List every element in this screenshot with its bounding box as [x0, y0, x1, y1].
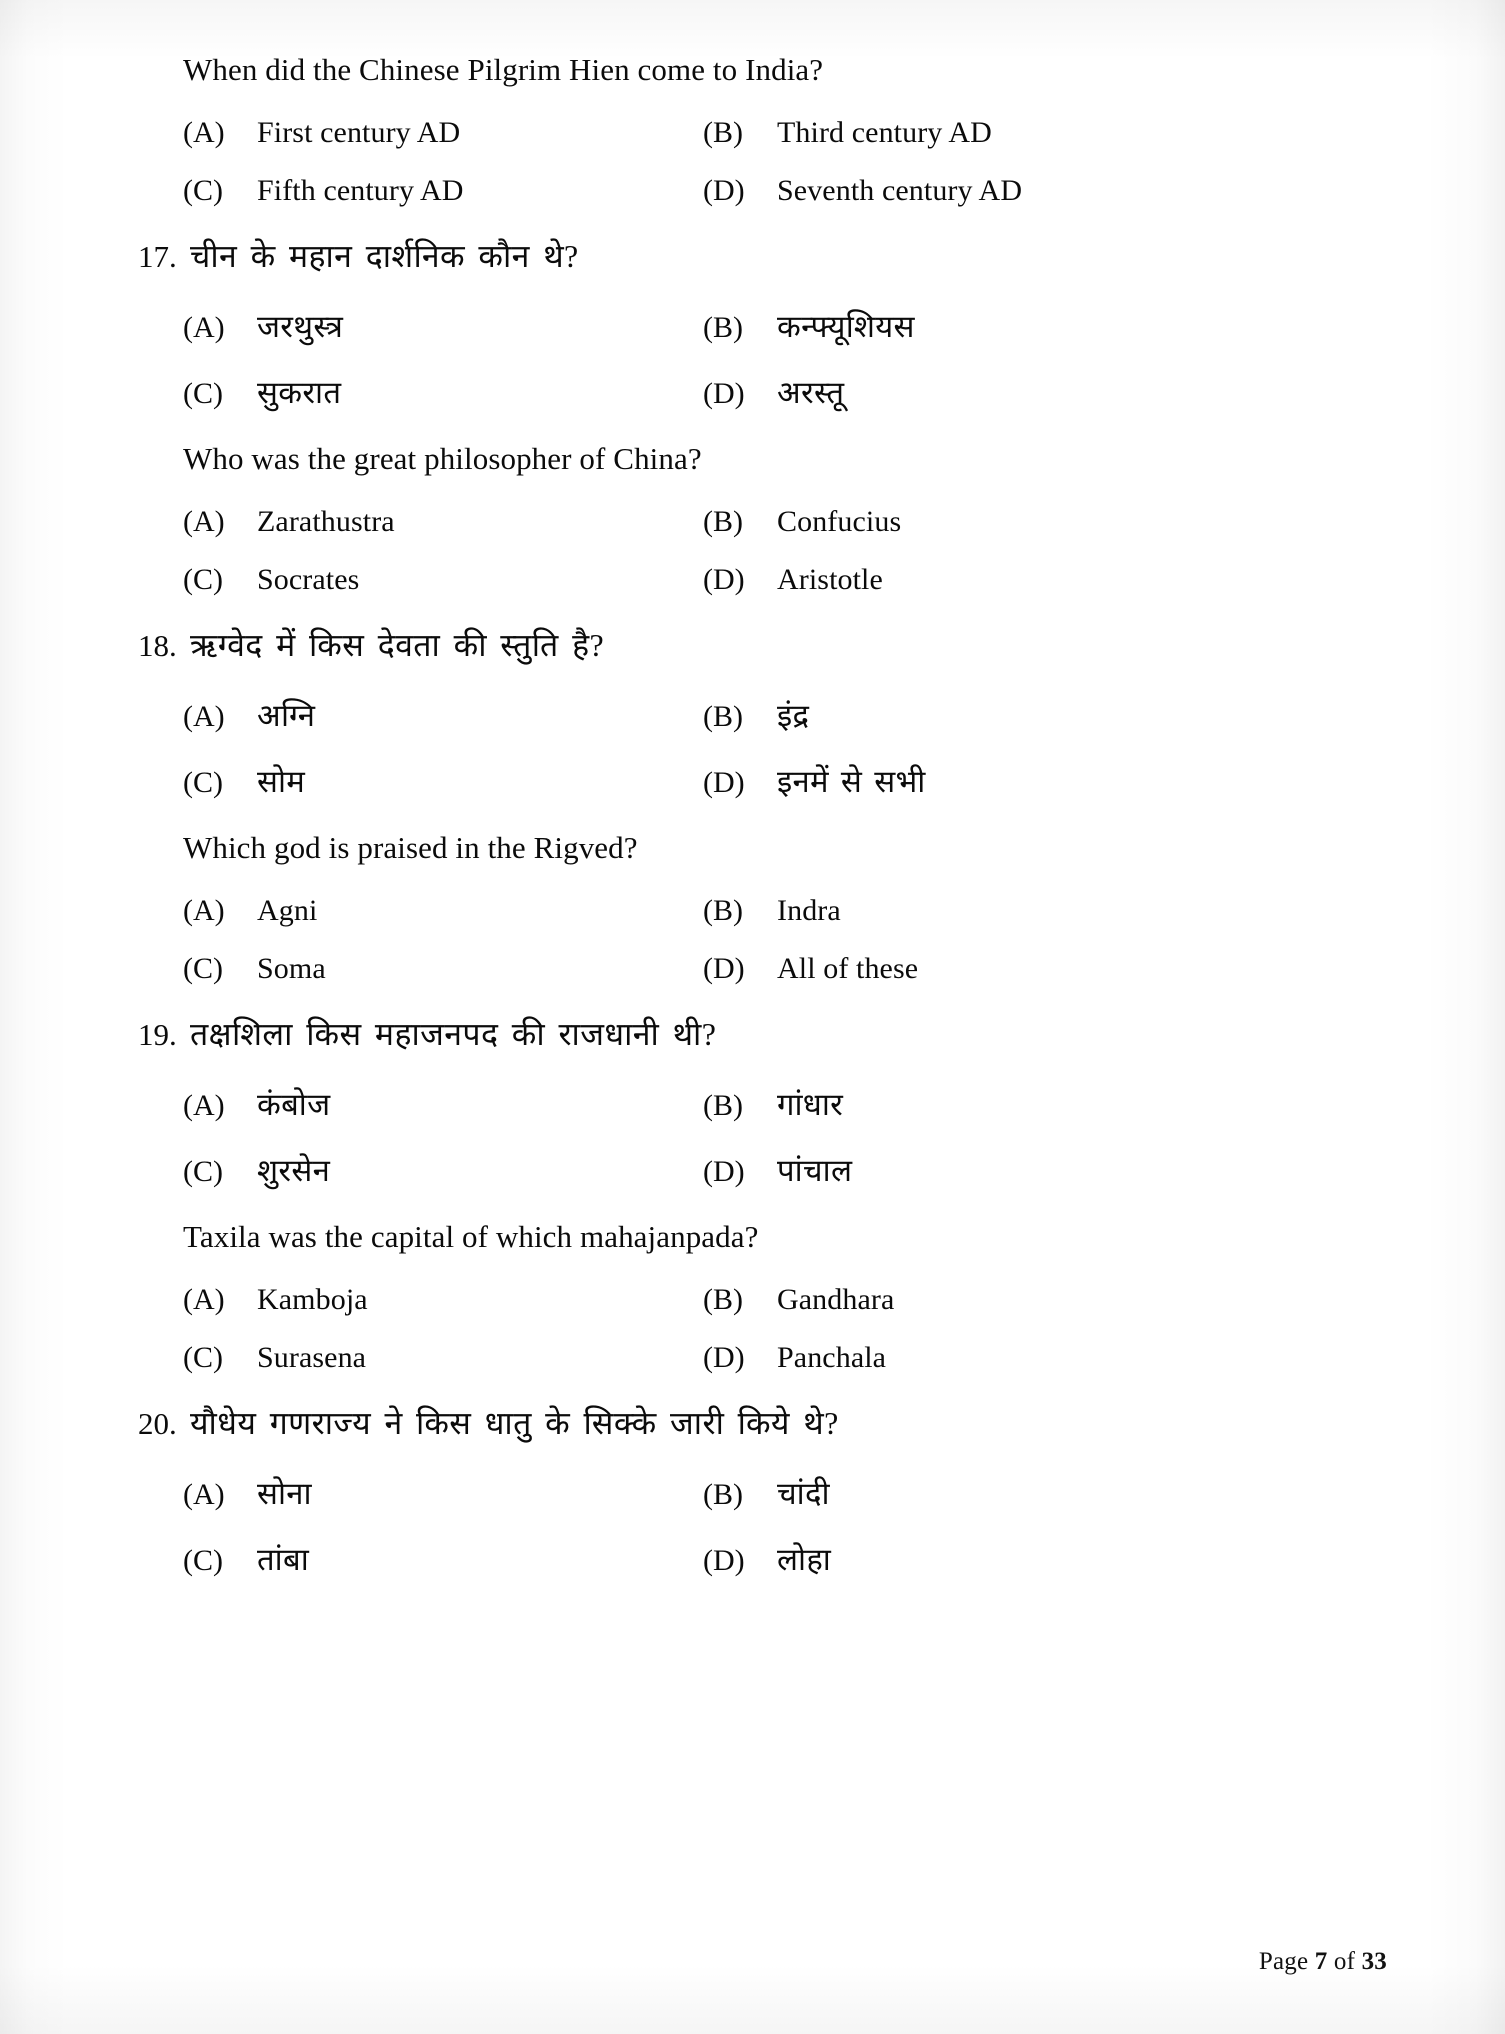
option-label-a: (A): [183, 1089, 225, 1122]
question-19-text-hindi: तक्षशिला किस महाजनपद की राजधानी थी?: [190, 1016, 717, 1052]
question-19-english-option-c[interactable]: [138, 1341, 703, 1375]
option-text-a: Zarathustra: [257, 505, 395, 538]
question-16-option-a[interactable]: [138, 116, 703, 150]
option-text-c: शुरसेन: [257, 1153, 331, 1188]
footer-page-number: 7: [1314, 1948, 1328, 1975]
question-19-hindi-options-row-cd: [138, 1149, 1385, 1191]
option-text-a: जरथुस्त्र: [257, 309, 344, 344]
question-19-hindi-options-row-ab: [138, 1083, 1385, 1125]
question-18-english-option-b[interactable]: [703, 894, 841, 928]
option-label-d: (D): [703, 563, 745, 596]
option-text-d: All of these: [777, 952, 919, 985]
question-16-options-row-cd: [138, 174, 1385, 208]
option-text-c: Socrates: [257, 563, 360, 596]
question-18-hindi-options-row-ab: [138, 694, 1385, 736]
option-label-d: (D): [703, 1544, 745, 1577]
option-label-d: (D): [703, 1155, 745, 1188]
option-label-a: (A): [183, 1478, 225, 1511]
question-19-english-options-row-cd: [138, 1341, 1385, 1375]
question-18-hindi-option-a[interactable]: [138, 694, 703, 736]
option-label-a: (A): [183, 700, 225, 733]
question-19-hindi-option-a[interactable]: [138, 1083, 703, 1125]
question-17-hindi-options-row-ab: [138, 305, 1385, 347]
option-label-d: (D): [703, 1341, 745, 1374]
question-20-hindi-option-c[interactable]: [138, 1538, 703, 1580]
option-label-b: (B): [703, 1089, 743, 1122]
option-label-b: (B): [703, 116, 743, 149]
question-17-text-hindi: चीन के महान दार्शनिक कौन थे?: [190, 238, 579, 274]
question-17-hindi-option-a[interactable]: [138, 305, 703, 347]
question-19-english-options-row-ab: [138, 1283, 1385, 1317]
option-label-a: (A): [183, 311, 225, 344]
footer-prefix: Page: [1258, 1948, 1309, 1975]
option-text-b: चांदी: [777, 1476, 830, 1511]
question-16-option-c[interactable]: [138, 174, 703, 208]
option-label-c: (C): [183, 377, 223, 410]
question-20-hindi-options-row-cd: [138, 1538, 1385, 1580]
question-18-hindi-options-row-cd: [138, 760, 1385, 802]
option-label-c: (C): [183, 766, 223, 799]
option-text-a: Kamboja: [257, 1283, 368, 1316]
question-19-stem-hindi: [138, 1012, 1385, 1055]
footer-total-pages: 33: [1361, 1948, 1387, 1975]
option-text-c: सुकरात: [257, 375, 342, 410]
option-text-a: कंबोज: [257, 1087, 331, 1122]
option-label-d: (D): [703, 766, 745, 799]
question-18-english-option-a[interactable]: [138, 894, 703, 928]
option-text-d: Panchala: [777, 1341, 887, 1374]
option-text-b: गांधार: [777, 1087, 844, 1122]
question-16-stem-english: When did the Chinese Pilgrim Hien come to India?: [183, 52, 824, 87]
question-20-hindi-options-row-ab: [138, 1472, 1385, 1514]
question-19-english-option-a[interactable]: [138, 1283, 703, 1317]
option-text-b: Third century AD: [777, 116, 992, 149]
option-label-c: (C): [183, 952, 223, 985]
question-20-hindi-option-b[interactable]: [703, 1472, 830, 1514]
question-19-hindi-option-b[interactable]: [703, 1083, 843, 1125]
option-label-c: (C): [183, 563, 223, 596]
option-label-c: (C): [183, 1341, 223, 1374]
option-text-c: सोम: [257, 764, 306, 799]
option-label-a: (A): [183, 505, 225, 538]
option-label-d: (D): [703, 174, 745, 207]
option-text-b: Indra: [777, 894, 841, 927]
option-label-b: (B): [703, 894, 743, 927]
question-17-hindi-options-row-cd: [138, 371, 1385, 413]
page-footer: [1259, 1948, 1387, 1976]
question-17-english-option-c[interactable]: [138, 563, 703, 597]
option-label-a: (A): [183, 1283, 225, 1316]
option-text-c: Fifth century AD: [257, 174, 464, 207]
option-text-c: Soma: [257, 952, 326, 985]
option-text-c: तांबा: [257, 1542, 310, 1577]
option-label-c: (C): [183, 1155, 223, 1188]
option-text-a: First century AD: [257, 116, 461, 149]
question-18-number: 18.: [138, 628, 177, 663]
question-18-hindi-option-b[interactable]: [703, 694, 809, 736]
option-label-b: (B): [703, 1283, 743, 1316]
question-16-option-d[interactable]: [703, 174, 1022, 208]
question-18-english-option-c[interactable]: [138, 952, 703, 986]
option-label-c: (C): [183, 174, 223, 207]
question-16-options-row-ab: [138, 116, 1385, 150]
option-text-b: Confucius: [777, 505, 902, 538]
option-text-d: इनमें से सभी: [777, 764, 926, 799]
footer-middle: of: [1333, 1948, 1356, 1975]
question-20-stem-hindi: [138, 1401, 1385, 1444]
option-text-c: Surasena: [257, 1341, 367, 1374]
question-17-english-option-d[interactable]: [703, 563, 883, 597]
option-text-b: Gandhara: [777, 1283, 895, 1316]
question-17-stem-english: Who was the great philosopher of China?: [183, 441, 702, 476]
option-text-d: पांचाल: [777, 1153, 853, 1188]
option-label-d: (D): [703, 377, 745, 410]
question-19-english-option-d[interactable]: [703, 1341, 886, 1375]
question-20-text-hindi: यौधेय गणराज्य ने किस धातु के सिक्के जारी किये थे?: [190, 1405, 839, 1441]
question-20-hindi-option-a[interactable]: [138, 1472, 703, 1514]
option-label-b: (B): [703, 700, 743, 733]
question-20-hindi-option-d[interactable]: [703, 1538, 831, 1580]
option-label-d: (D): [703, 952, 745, 985]
question-18-stem-english: Which god is praised in the Rigved?: [183, 830, 638, 865]
question-17-english-options-row-ab: [138, 505, 1385, 539]
option-label-b: (B): [703, 311, 743, 344]
question-17-english-option-a[interactable]: [138, 505, 703, 539]
option-text-b: कन्फ्यूशियस: [777, 309, 915, 344]
option-label-a: (A): [183, 116, 225, 149]
option-label-a: (A): [183, 894, 225, 927]
question-18-text-hindi: ऋग्वेद में किस देवता की स्तुति है?: [190, 627, 605, 663]
question-17-english-option-b[interactable]: [703, 505, 901, 539]
question-20-number: 20.: [138, 1406, 177, 1441]
question-19-hindi-option-c[interactable]: [138, 1149, 703, 1191]
option-text-b: इंद्र: [777, 698, 810, 733]
option-label-b: (B): [703, 505, 743, 538]
option-label-c: (C): [183, 1544, 223, 1577]
question-16-option-b[interactable]: [703, 116, 992, 150]
option-text-a: Agni: [257, 894, 318, 927]
question-18-hindi-option-c[interactable]: [138, 760, 703, 802]
question-17-stem-hindi: [138, 234, 1385, 277]
question-19-hindi-option-d[interactable]: [703, 1149, 852, 1191]
question-19-stem-english: Taxila was the capital of which mahajanpada?: [183, 1219, 759, 1254]
option-text-a: अग्नि: [257, 698, 316, 733]
question-18-hindi-option-d[interactable]: [703, 760, 926, 802]
option-text-d: Aristotle: [777, 563, 883, 596]
question-17-number: 17.: [138, 239, 177, 274]
question-19-english-option-b[interactable]: [703, 1283, 894, 1317]
option-text-d: Seventh century AD: [777, 174, 1023, 207]
question-18-english-options-row-ab: [138, 894, 1385, 928]
question-17-hindi-option-c[interactable]: [138, 371, 703, 413]
question-17-hindi-option-b[interactable]: [703, 305, 915, 347]
question-19-number: 19.: [138, 1017, 177, 1052]
question-18-stem-hindi: [138, 623, 1385, 666]
option-text-d: लोहा: [777, 1542, 832, 1577]
option-text-a: सोना: [257, 1476, 312, 1511]
question-17-english-options-row-cd: [138, 563, 1385, 597]
question-17-hindi-option-d[interactable]: [703, 371, 844, 413]
question-18-english-option-d[interactable]: [703, 952, 918, 986]
option-text-d: अरस्तू: [777, 375, 845, 410]
question-18-english-options-row-cd: [138, 952, 1385, 986]
option-label-b: (B): [703, 1478, 743, 1511]
